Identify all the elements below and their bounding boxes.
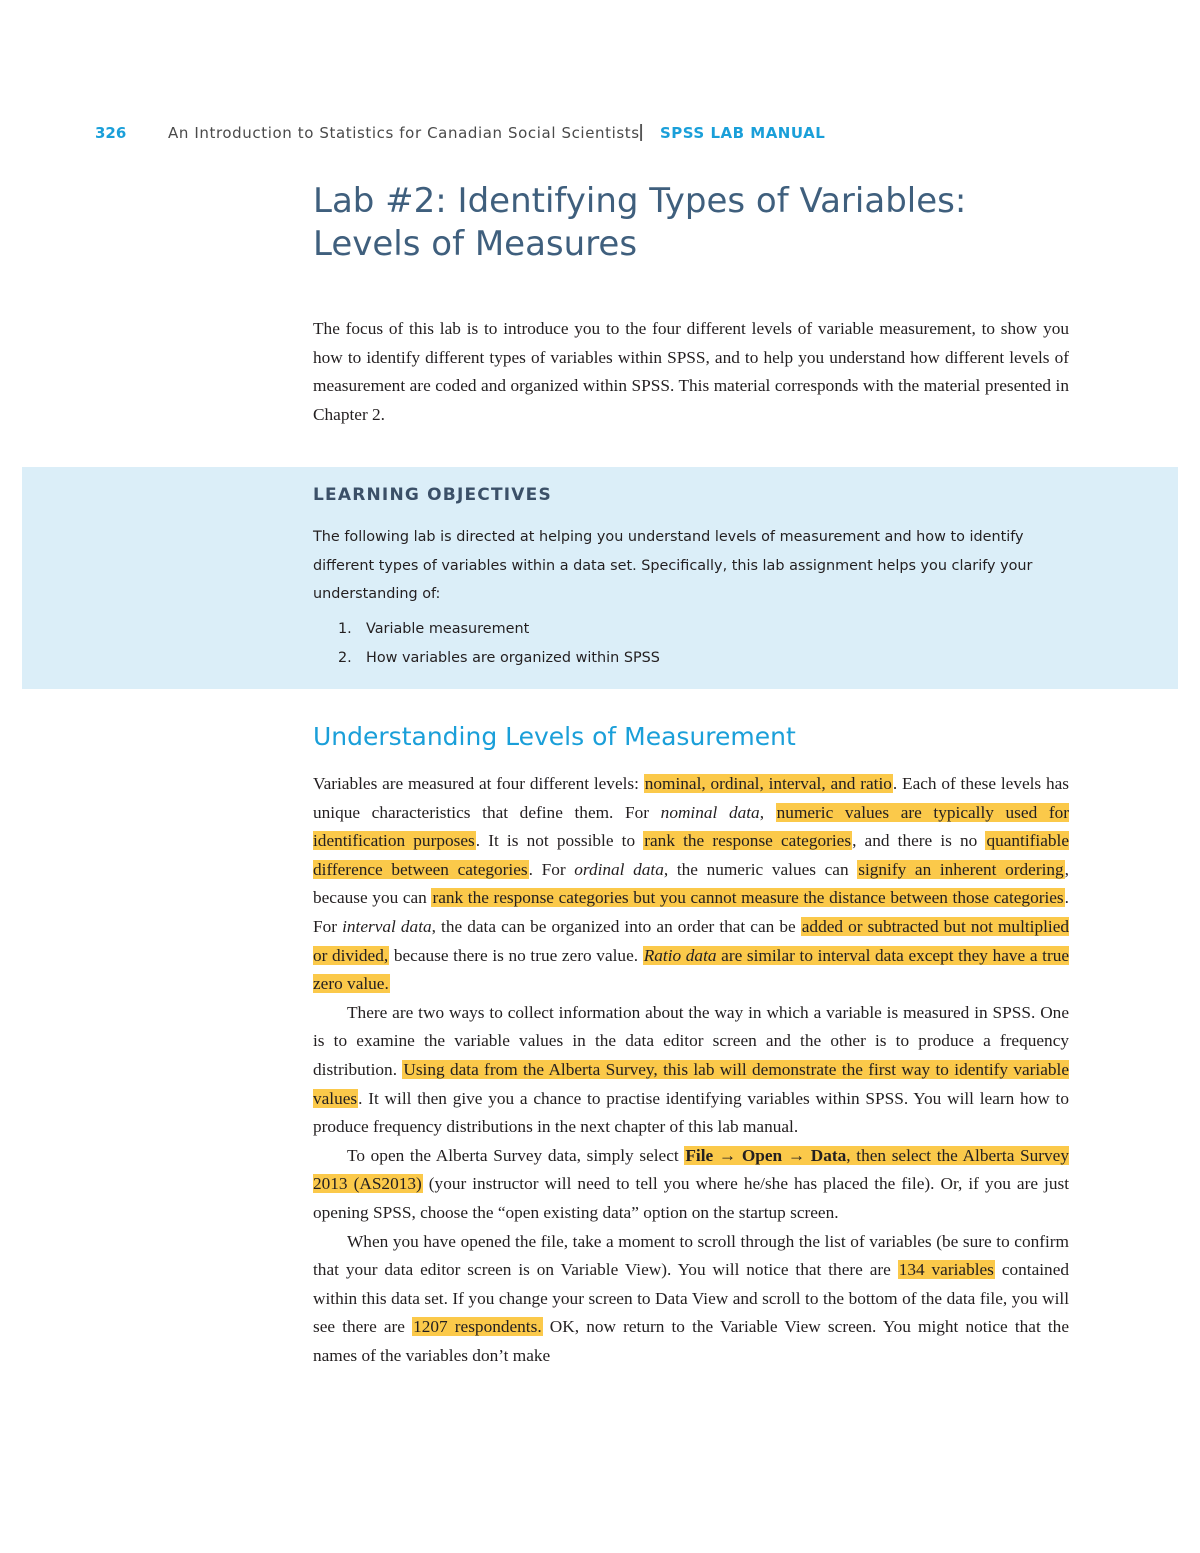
text-run: . Each of these levels has unique characteristics that define them. For <box>313 774 1069 822</box>
text-run: . It will then give you a chance to practise identifying variables within SPSS. You will learn how to produce frequency distributions in the next chapter of this lab manual. <box>313 1088 1069 1137</box>
objective-number: 2. <box>338 650 352 666</box>
text-run: . It is not possible to <box>475 831 644 851</box>
book-title: An Introduction to Statistics for Canadian Social Scientists <box>168 124 640 142</box>
highlight: 1207 respondents. <box>413 1317 542 1337</box>
paragraph-ways <box>313 999 1069 1142</box>
objectives-text: The following lab is directed at helping you understand levels of measurement and how to identify different types of variables within a data set. Specifically, this lab assignment helps you clarify your understanding of: <box>313 529 1033 602</box>
section-heading: Understanding Levels of Measurement <box>313 722 796 751</box>
text-run: , then select the Alberta Survey 2013 (AS2013) <box>313 1145 1069 1194</box>
text-run: OK, now return to the Variable View screen. You might notice that the names of the variables don’t make <box>313 1317 1069 1365</box>
header-separator: | <box>638 122 645 142</box>
text-run: To open the Alberta Survey data, simply select <box>347 1145 685 1165</box>
text-run: contained within this data set. If you change your screen to Data View and scroll to the bottom of the data file, you will see there are <box>313 1260 1070 1337</box>
text-run: When you have opened the file, take a moment to scroll through the list of variables (be sure to confirm that your data editor screen is on Variable View). You will notice that there are <box>313 1231 1069 1280</box>
menu-path: File → Open → Data <box>685 1145 847 1165</box>
objective-item <box>313 644 660 673</box>
text-run: are similar to interval data except they have a true zero value. <box>313 945 1070 994</box>
text-run: Variables are measured at four different levels: <box>313 774 644 793</box>
body-text <box>313 770 1069 1370</box>
text-run: , the data can be organized into an order that can be <box>431 916 801 936</box>
objective-item <box>313 615 660 644</box>
objective-label: Variable measurement <box>366 621 530 637</box>
objectives-list <box>313 615 660 673</box>
highlight: Using data from the Alberta Survey, this lab will demonstrate the first way to identify variable values <box>313 1059 1069 1108</box>
highlight: rank the response categories but you cannot measure the distance between those categories <box>432 888 1064 908</box>
term-nominal: nominal data <box>660 802 760 822</box>
page-number: 326 <box>95 124 127 142</box>
term-ratio: Ratio data <box>643 945 717 965</box>
text-run: . For <box>528 859 575 879</box>
paragraph-open-data <box>313 1142 1069 1228</box>
objective-number: 1. <box>338 621 352 637</box>
text-run: , and there is no <box>852 831 986 851</box>
objective-label: How variables are organized within SPSS <box>366 650 660 666</box>
term-ordinal: ordinal data <box>574 859 664 879</box>
highlight: nominal, ordinal, interval, and ratio <box>644 774 892 793</box>
text-run: . For <box>313 888 1069 936</box>
paragraph-variables <box>313 1228 1069 1371</box>
highlight: signify an inherent ordering <box>858 859 1064 879</box>
highlight: numeric values are typically used for identification purposes <box>313 802 1070 851</box>
objectives-heading: LEARNING OBJECTIVES <box>313 485 552 505</box>
running-header <box>95 124 1140 148</box>
paragraph-levels <box>313 770 1069 999</box>
highlight: added or subtracted but not multiplied or divided, <box>313 916 1070 965</box>
term-interval: interval data <box>342 916 432 936</box>
text-run: , because you can <box>313 859 1069 908</box>
highlight: rank the response categories <box>644 831 852 851</box>
intro-paragraph: The focus of this lab is to introduce you to the four different levels of variable measurement, to show you how to identify different types of variables within SPSS, and to help you understand how different levels of measurement are coded and organized within SPSS. This material corresponds with the material presented in Chapter 2. <box>313 319 1069 425</box>
text-run: , the numeric values can <box>663 859 858 879</box>
learning-objectives-box <box>22 467 1178 689</box>
manual-label: SPSS LAB MANUAL <box>660 124 826 142</box>
text-run: , <box>759 802 776 822</box>
highlight: 134 variables <box>898 1260 994 1280</box>
text-run: because there is no true zero value. <box>389 945 643 965</box>
lab-title <box>313 180 1093 266</box>
lab-title-line-1: Lab #2: Identifying Types of Variables: <box>313 181 967 221</box>
text-run: (your instructor will need to tell you where he/she has placed the file). Or, if you are just opening SPSS, choose the “open existing data” option on the startup screen. <box>313 1174 1070 1222</box>
text-run: There are two ways to collect information about the way in which a variable is measured in SPSS. One is to examine the variable values in the data editor screen and the other is to produce a frequency distribution. <box>313 1002 1069 1079</box>
highlight: quantifiable difference between categories <box>313 831 1070 879</box>
lab-title-line-2: Levels of Measures <box>313 224 638 264</box>
